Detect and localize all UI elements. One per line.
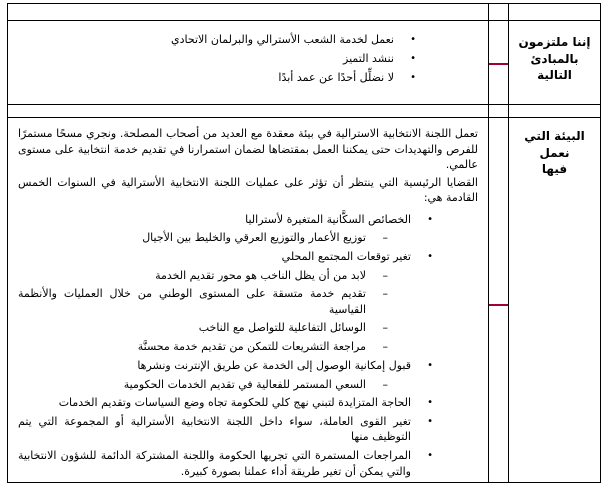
bullet-icon: • [427,415,433,427]
list-item [18,268,478,284]
dash-icon: – [382,231,388,245]
environment-row [8,118,601,483]
dash-icon: – [382,268,388,282]
heading-line: البيئة التي نعمل [524,129,585,160]
dash-icon: – [382,287,388,301]
list-item [18,377,478,393]
list-item-text: توزيع الأعمار والتوزيع العرقي والخليط بين الأجيال [142,231,366,245]
bullet-icon: • [427,359,433,371]
environment-body [18,118,478,479]
list-item-text: الخصائص السكَّانية المتغيرة لأستراليا [245,212,411,226]
spacer-row-top [8,4,601,21]
heading-line: التالية [537,68,572,82]
list-item-text: مراجعة التشريعات للتمكن من تقديم خدمة محسنَّة [137,340,366,354]
bullet-icon: • [427,250,433,262]
list-item-text: تغير توقعات المجتمع المحلي [281,249,411,263]
spacer-gutter-cell [489,105,509,118]
list-item [18,70,478,86]
list-item-text: تقديم خدمة متسقة على المستوى الوطني من خلال العمليات والأنظمة القياسية [18,287,366,316]
list-item-text: قبول إمكانية الوصول إلى الخدمة عن طريق الإنترنت ونشرها [137,358,411,372]
bullet-icon: • [427,213,433,225]
list-item [18,339,478,355]
list-item [18,395,478,411]
list-item-text: السعي المستمر للفعالية في تقديم الخدمات الحكومية [123,377,366,391]
list-item-text: الوسائل التفاعلية للتواصل مع الناخب [198,321,366,335]
environment-heading-cell [509,118,601,483]
heading-line: بالمبادئ [530,51,579,66]
paragraph: تعمل اللجنة الانتخابية الاسترالية في بيئة معقدة مع العديد من أصحاب المصلحة. ونجري مسحًا مستمرًا للفرص والتهديدات حتى يمكننا العمل بمقتضاها لضمان استمرارنا في تقديم خدمة انتخابية على مستوى عالمي. [18,127,478,171]
list-item-text: ننشد التميز [343,52,394,65]
list-item [18,358,478,374]
revision-mark [489,63,508,65]
gutter-cell [489,21,509,105]
list-item-text: الحاجة المتزايدة لتبني نهج كلي للحكومة تجاه وضع السياسات وتقديم الخدمات [58,396,411,410]
spacer-cell [8,4,489,21]
spacer-row-middle [8,105,601,118]
bullet-icon: • [410,53,416,64]
principles-content-cell [8,21,489,105]
bullet-icon: • [410,72,416,83]
list-item-text: المراجعات المستمرة التي تجريها الحكومة واللجنة المشتركة الدائمة للشؤون الانتخابية والتي يمكن أن تغير طريقة أداء عملنا بصورة كبيرة. [18,449,411,478]
dash-icon: – [382,321,388,335]
dash-icon: – [382,377,388,391]
bullet-icon: • [427,397,433,409]
list-item [18,414,478,445]
spacer-gutter-cell [489,4,509,21]
list-item-text: تغير القوى العاملة، سواء داخل اللجنة الانتخابية الأسترالية أو المجموعة التي يتم التوظيف منها [18,414,411,444]
list-item-text: لا نضلِّل أحدًا عن عمد أبدًا [278,71,394,84]
principles-list [18,21,478,86]
list-item [18,249,478,265]
list-item [18,448,478,479]
bullet-icon: • [410,34,416,45]
list-item [18,230,478,246]
list-item-text: لابد من أن يظل الناخب هو محور تقديم الخدمة [155,268,366,282]
dash-icon: – [382,340,388,354]
list-item [18,51,478,67]
spacer-cell [8,105,489,118]
revision-mark [489,304,508,306]
section-heading [509,118,600,178]
bullet-icon: • [427,450,433,462]
document-table [7,3,601,483]
environment-content-cell [8,118,489,483]
principles-heading-cell [509,21,601,105]
principles-row [8,21,601,105]
list-item-text: نعمل لخدمة الشعب الأسترالي والبرلمان الاتحادي [171,33,394,46]
list-item [18,320,478,336]
list-item [18,32,478,48]
spacer-header-cell [509,4,601,21]
list-item [18,286,478,317]
section-heading [509,21,600,84]
heading-line: إننا ملتزمون [518,35,591,49]
paragraph: القضايا الرئيسية التي ينتظر أن تؤثر على عمليات اللجنة الانتخابية الأسترالية في السنوات الخمس القادمة هي: [18,175,478,204]
list-item [18,212,478,228]
gutter-cell [489,118,509,483]
spacer-header-cell [509,105,601,118]
heading-line: فيها [541,162,568,176]
